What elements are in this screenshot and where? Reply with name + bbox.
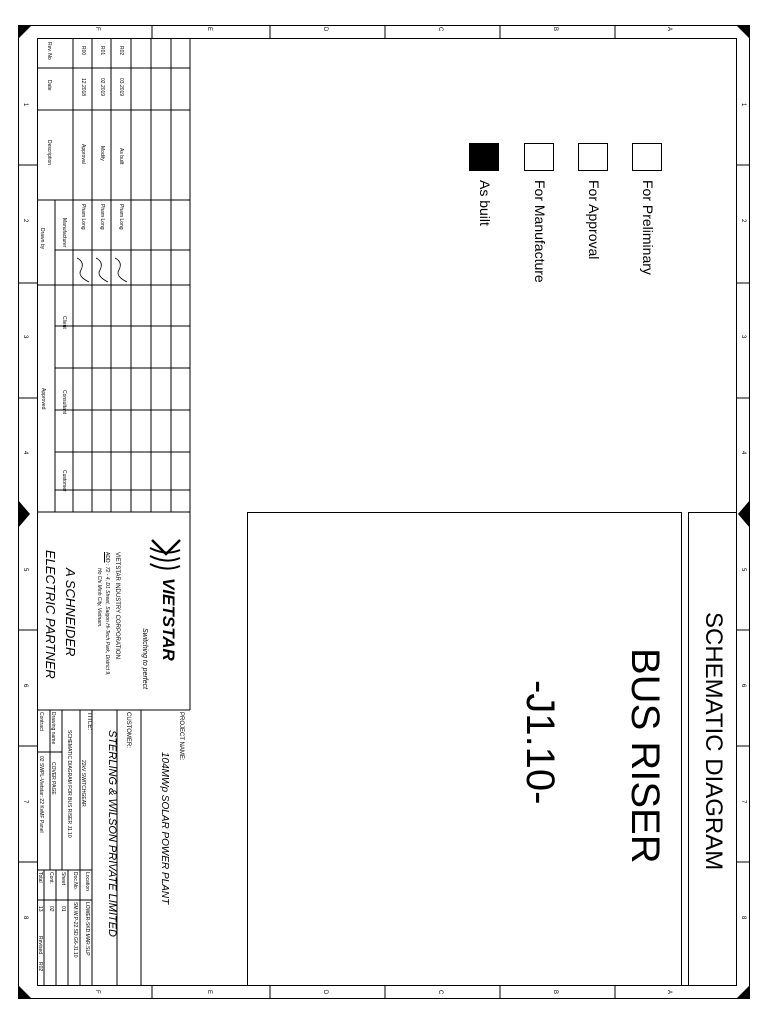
- title-line-2: SCHEMATIC DIAGRAM FOR BUS RISER J1.10: [66, 730, 72, 838]
- description-cell: Modify: [99, 146, 105, 161]
- zone-letter: E: [206, 27, 212, 32]
- sheet-value: 01: [60, 906, 66, 912]
- approved-header: Approved: [40, 388, 46, 410]
- description-header: Description: [46, 140, 52, 166]
- title-label: TITLE:: [86, 712, 92, 731]
- zone-letter: B: [552, 990, 558, 995]
- company-name: VIETSTAR INDUSTRY CORPORATION: [114, 552, 120, 659]
- cont-label: Cont.: [48, 872, 54, 884]
- date-header: Date: [46, 80, 52, 91]
- customer-label: CUSTOMER:: [125, 712, 131, 748]
- date-cell: 02.2019: [99, 78, 105, 97]
- description-cell: Approval: [80, 144, 86, 164]
- revised-label: Revised: [37, 936, 43, 955]
- zone-letter: A: [666, 990, 672, 995]
- status-label: For Approval: [586, 180, 602, 260]
- status-label: As built: [477, 180, 493, 226]
- company-tagline: Switching to perfect: [141, 628, 148, 690]
- customer-header: Customer: [61, 470, 67, 492]
- address-line-2: Ho Chi Minh City, Vietnam.: [96, 568, 102, 628]
- zone-number: 4: [740, 451, 746, 455]
- drawing-name-value: COVER PAGE: [50, 762, 56, 795]
- rev-cell: R00: [80, 46, 86, 56]
- location-label: Location: [84, 872, 90, 891]
- cont-value: 02: [48, 906, 54, 912]
- date-cell: 12.2018: [80, 78, 86, 97]
- rev-cell: R01: [99, 46, 105, 56]
- revised-value: R02: [37, 962, 43, 972]
- location-value: LOWER-SKD.MAR.SLP: [84, 902, 90, 956]
- sheet-label: Sheet: [60, 872, 66, 886]
- date-cell: 03.2019: [118, 78, 124, 97]
- drawing-name-label: Drawing name: [50, 712, 56, 745]
- zone-letter: F: [94, 27, 100, 31]
- drawn-cell: Pham Long: [118, 204, 124, 230]
- zone-number: 7: [22, 800, 28, 804]
- zone-letter: C: [437, 27, 443, 32]
- zone-number: 7: [740, 800, 746, 804]
- zone-number: 6: [22, 684, 28, 688]
- total-value: 13: [37, 906, 43, 912]
- cover-code: -J1.10-: [518, 680, 562, 805]
- partner-line-2: ELECTRIC PARTNER: [43, 550, 58, 679]
- zone-letter: B: [552, 27, 558, 32]
- cover-title: BUS RISER: [623, 648, 667, 864]
- doc-no-value: SM.W.P-22.SD.G6-J1.10: [72, 902, 78, 958]
- drawn-by-header: Drawn by: [39, 228, 45, 250]
- zone-number: 5: [740, 568, 746, 572]
- client-header: Client: [61, 316, 67, 329]
- drawn-cell: Pham Long: [99, 204, 105, 230]
- project-value: 104MWp SOLAR POWER PLANT: [159, 752, 170, 905]
- zone-number: 1: [22, 103, 28, 107]
- address-line-1: : 72 - 4, D1 Street, Saigon Hi-Tech Park, District 9,: [104, 564, 110, 676]
- zone-number: 1: [740, 103, 746, 107]
- customer-value: STERLING & WILSON PRIVATE LIMITED: [106, 730, 118, 938]
- status-label: For Preliminary: [640, 180, 656, 275]
- drawn-cell: Pham Long: [80, 204, 86, 230]
- rev-cell: R02: [118, 46, 124, 56]
- company-logo-text: VIETSTAR: [159, 578, 178, 661]
- project-label: PROJECT NAME:: [178, 712, 184, 761]
- zone-number: 4: [22, 451, 28, 455]
- rev-no-header: Rev. No: [46, 42, 52, 60]
- zone-number: 2: [740, 219, 746, 223]
- zone-letter: D: [322, 27, 328, 32]
- consultant-header: Consultant: [61, 390, 67, 414]
- description-cell: As built: [118, 148, 124, 165]
- zone-letter: F: [94, 990, 100, 994]
- doc-no-label: Doc.No.: [72, 872, 78, 891]
- zone-number: 2: [22, 219, 28, 223]
- zone-number: 8: [740, 916, 746, 920]
- zone-letter: C: [437, 990, 443, 995]
- address-label: ADD: [104, 552, 110, 563]
- zone-number: 5: [22, 568, 28, 572]
- status-label: For Manufacture: [532, 180, 548, 283]
- zone-number: 8: [22, 916, 28, 920]
- contract-label: Contract: [38, 712, 44, 731]
- zone-number: 6: [740, 684, 746, 688]
- zone-letter: D: [322, 990, 328, 995]
- contract-value: 02 SWPL-Vietstar: 22 KvMF Panel: [38, 756, 44, 833]
- zone-number: 3: [22, 335, 28, 339]
- zone-letter: E: [206, 990, 212, 995]
- title-line-1: 22kV SWITCHGEAR: [80, 760, 86, 807]
- zone-number: 3: [740, 335, 746, 339]
- zone-letter: A: [666, 27, 672, 32]
- manufacturer-header: Manufacturer: [61, 218, 67, 248]
- diagram-label: SCHEMATIC DIAGRAM: [700, 612, 727, 871]
- partner-line-1: A SCHNEIDER: [63, 568, 78, 657]
- total-label: Total: [37, 872, 43, 883]
